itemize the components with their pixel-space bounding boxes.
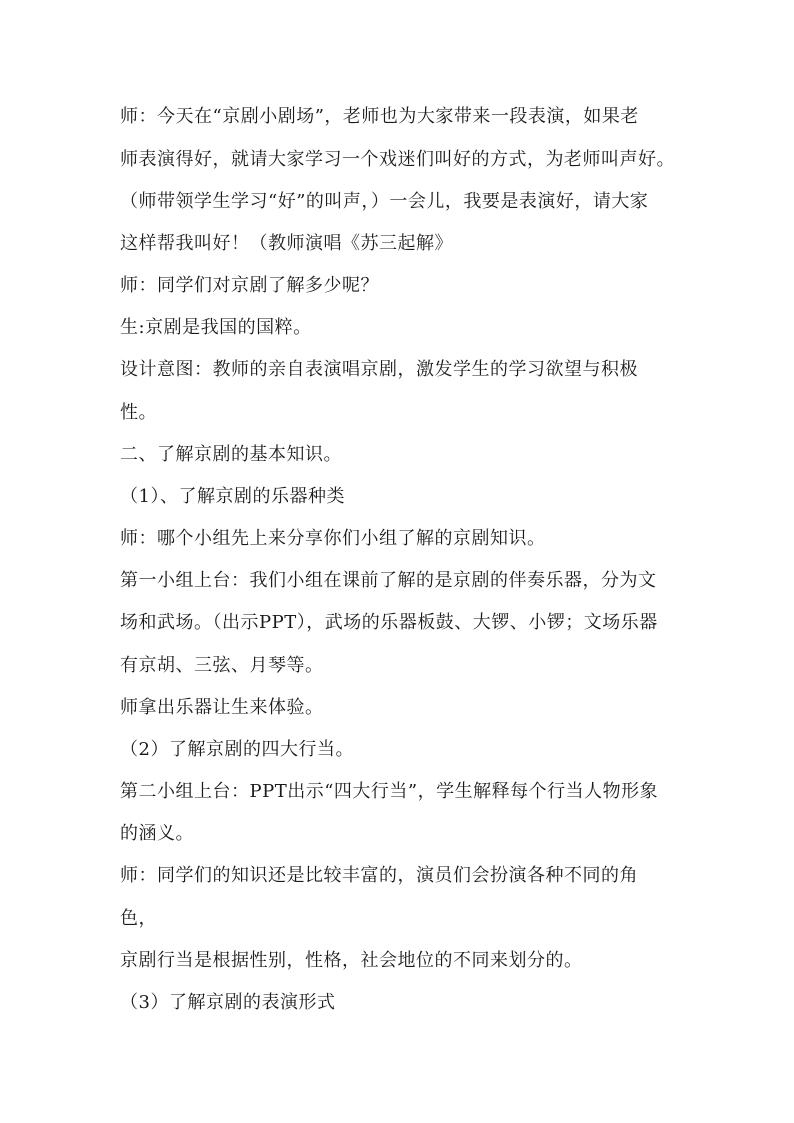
text-line: （师带领学生学习“好”的叫声，）一会儿，我要是表演好，请大家 bbox=[120, 191, 649, 212]
subsection-heading: （3）了解京剧的表演形式 bbox=[120, 992, 336, 1013]
subsection-heading: （2）了解京剧的四大行当。 bbox=[120, 739, 354, 760]
section-heading: 二、了解京剧的基本知识。 bbox=[120, 444, 342, 465]
text-line: 师表演得好，就请大家学习一个戏迷们叫好的方式，为老师叫声好。 bbox=[120, 149, 675, 170]
text-line: 的涵义。 bbox=[120, 823, 194, 844]
text-line: 色， bbox=[120, 908, 157, 929]
text-line: 性。 bbox=[120, 402, 157, 423]
text-line: 师：哪个小组先上来分享你们小组了解的京剧知识。 bbox=[120, 528, 546, 549]
text-line: 生:京剧是我国的国粹。 bbox=[120, 317, 312, 338]
text-line: 京剧行当是根据性别，性格，社会地位的不同来划分的。 bbox=[120, 950, 583, 971]
text-line: 师：今天在“京剧小剧场”，老师也为大家带来一段表演，如果老 bbox=[120, 106, 639, 127]
text-line: 第二小组上台：PPT出示“四大行当”，学生解释每个行当人物形象 bbox=[120, 781, 659, 802]
text-line: 有京胡、三弦、月琴等。 bbox=[120, 655, 324, 676]
text-line: 这样帮我叫好！（教师演唱《苏三起解》 bbox=[120, 233, 453, 254]
subsection-heading: （1）、了解京剧的乐器种类 bbox=[120, 486, 345, 507]
text-line: 设计意图：教师的亲自表演唱京剧，激发学生的学习欲望与积极 bbox=[120, 359, 638, 380]
text-line: 第一小组上台：我们小组在课前了解的是京剧的伴奏乐器，分为文 bbox=[120, 570, 657, 591]
text-line: 师：同学们对京剧了解多少呢？ bbox=[120, 275, 379, 296]
text-line: 师：同学们的知识还是比较丰富的，演员们会扮演各种不同的角 bbox=[120, 865, 638, 886]
text-line: 师拿出乐器让生来体验。 bbox=[120, 697, 324, 718]
text-line: 场和武场。（出示PPT），武场的乐器板鼓、大锣、小锣；文场乐器 bbox=[120, 612, 658, 633]
